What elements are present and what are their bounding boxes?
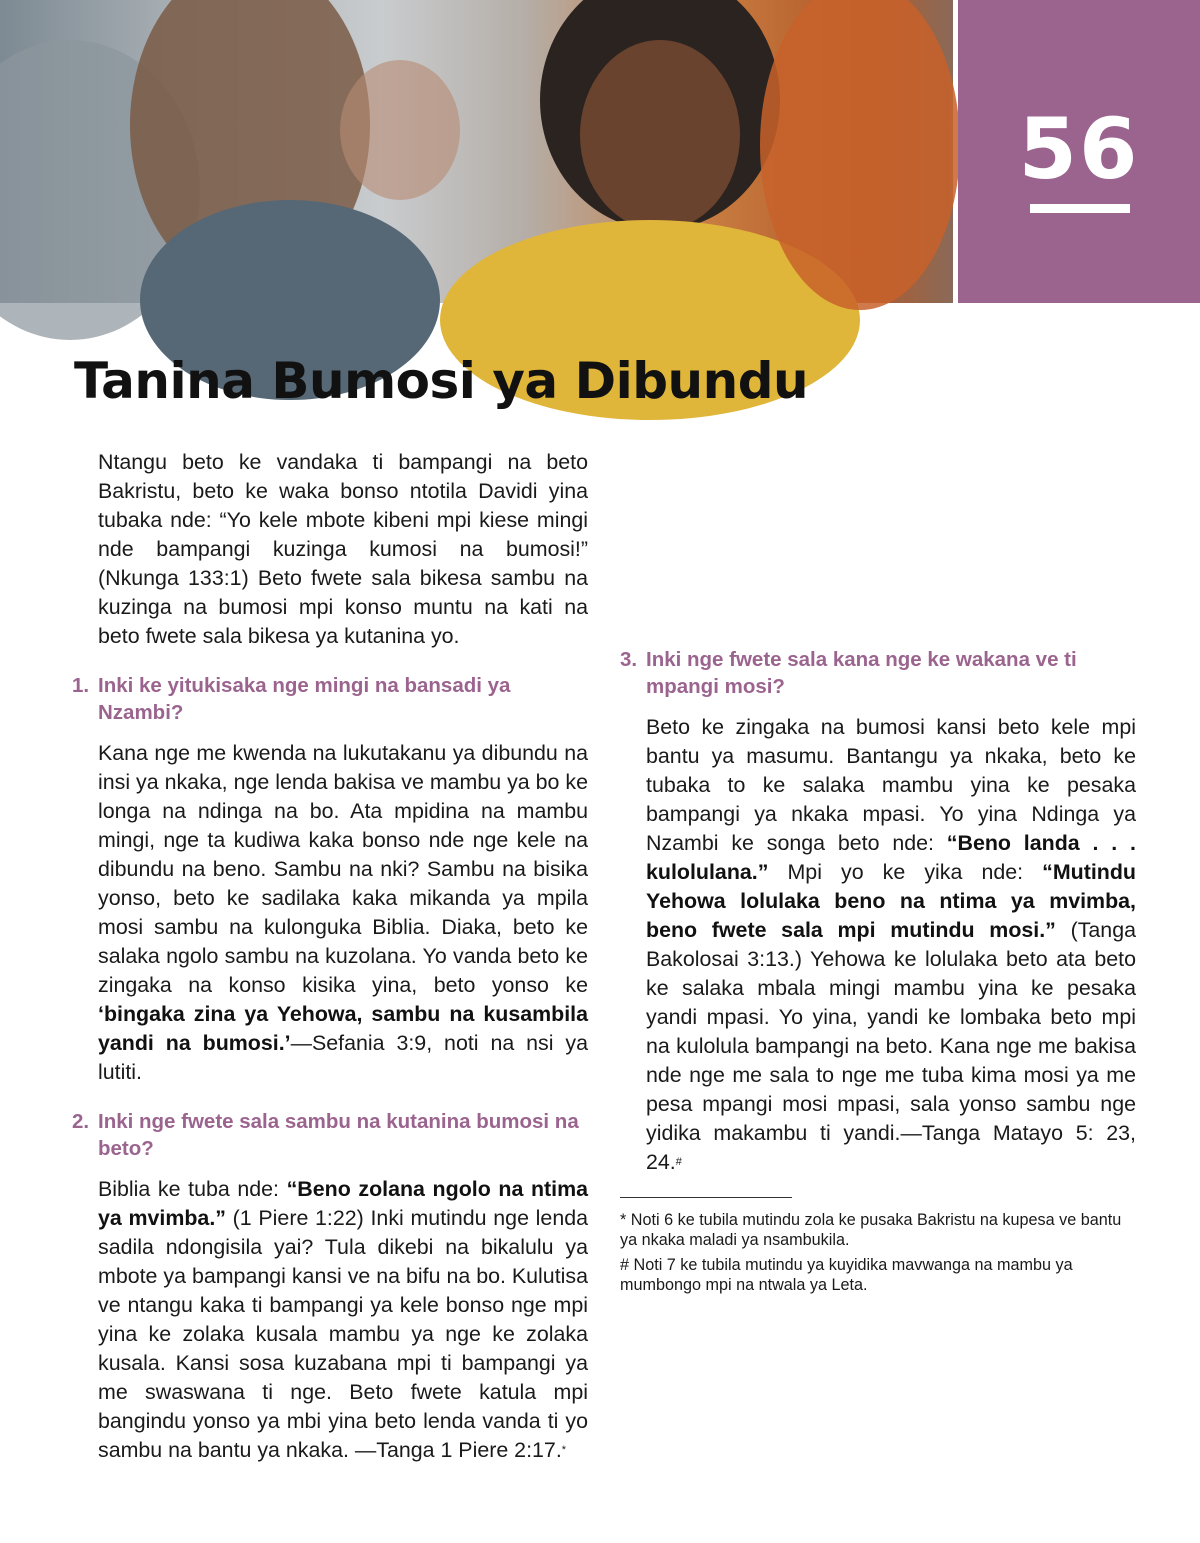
chapter-badge [958, 0, 1200, 303]
section-1-paragraph [98, 739, 588, 1087]
question-text: Inki nge fwete sala kana nge ke wakana ve ti mpangi mosi? [646, 648, 1077, 698]
question-number: 2. [72, 1110, 90, 1133]
footnote-divider [620, 1197, 792, 1198]
footnote-marker[interactable]: # [675, 1156, 682, 1168]
section-3-paragraph [646, 713, 1136, 1177]
header-photo [0, 0, 953, 303]
question-number: 3. [620, 648, 638, 671]
footnote-text: Noti 7 ke tubila mutindu ya kuyidika mavwanga na mambu ya mumbongo mpi na ntwala ya Leta. [620, 1256, 1073, 1294]
bold-quote: “Beno landa . . . kulolulana.” [646, 831, 1136, 884]
footnote-mark: * [620, 1211, 627, 1229]
text-run: Biblia ke tuba nde: [98, 1177, 287, 1201]
question-1 [72, 672, 588, 726]
bold-quote: ‘bingaka zina ya Yehowa, sambu na kusambila yandi na bumosi.’ [98, 1002, 588, 1055]
footnote-text: Noti 6 ke tubila mutindu zola ke pusaka Bakristu na kupesa ve bantu ya nkaka maladi ya nsambukila. [620, 1211, 1122, 1249]
text-run: (1 Piere 1:22) Inki mutindu nge lenda sadila ndongisila yai? Tula dikebi na bikalulu ya mbote ya bampangi kansi ve na bifu na bo. Kulutisa ve ntangu kaka ti bampangi ya kele bonso nge mpi yina ke zolaka kusala mambu ya nge ke zolaka kusala. Kansi sosa kuzabana mpi ti bampangi ya me swaswana ti nge. Beto fwete katula mpi bangindu yonso ya mbi yina beto lenda vanda ti yo sambu na bantu ya nkaka. —Tanga 1 Piere 2:17. [98, 1206, 589, 1462]
text-run: Beto ke zingaka na bumosi kansi beto kele mpi bantu ya masumu. Bantangu ya nkaka, beto ke tubaka to ke salaka mambu yina ke pesaka bampangi ya nkaka mpasi. Yo yina Ndinga ya Nzambi ke songa beto nde: [646, 715, 1136, 855]
question-text: Inki nge fwete sala sambu na kutanina bumosi na beto? [98, 1110, 579, 1160]
intro-paragraph: Ntangu beto ke vandaka ti bampangi na beto Bakristu, beto ke waka bonso ntotila Davidi yina tubaka nde: “Yo kele mbote kibeni mpi kiese mingi nde bampangi kuzinga kumosi na bumosi!” (Nkunga 133:1) Beto fwete sala bikesa sambu na kuzinga na bumosi mpi konso muntu na kati na beto fwete sala bikesa ya kutanina yo. [98, 450, 588, 648]
footnote-1 [620, 1210, 1136, 1250]
chapter-number: 56 [1018, 100, 1140, 198]
text-run: Mpi yo ke yika nde: [768, 860, 1043, 884]
question-number: 1. [72, 674, 90, 697]
question-3 [620, 646, 1136, 700]
question-text: Inki ke yitukisaka nge mingi na bansadi ya Nzambi? [98, 674, 511, 724]
question-2 [72, 1108, 588, 1162]
text-run: Kana nge me kwenda na lukutakanu ya dibundu na insi ya nkaka, nge lenda bakisa ve mambu ya bo ke longa na ndinga na bo. Ata mpidina na mambu mingi, nge ta kudiwa kaka bonso nde nge kele na dibundu na beno. Sambu na nki? Sambu na bisika yonso, beto ke sadilaka kaka mikanda ya mpila mosi sambu na kulonguka Biblia. Diaka, beto ke salaka ngolo sambu na kuzolana. Yo vanda beto ke zingaka na konso kisika yina, beto yonso ke [98, 741, 588, 997]
bold-quote: “Mutindu Yehowa lolulaka beno na ntima ya mvimba, beno fwete sala mpi mutindu mosi.” [646, 860, 1136, 942]
bold-quote: “Beno zolana ngolo na ntima ya mvimba.” [98, 1177, 588, 1230]
section-2-paragraph [98, 1175, 588, 1465]
footnote-2 [620, 1255, 1136, 1295]
footnote-marker[interactable]: * [561, 1444, 567, 1456]
page-title: Tanina Bumosi ya Dibundu [74, 352, 809, 410]
chapter-underline [1030, 204, 1130, 213]
right-column-section-3 [620, 646, 1136, 1300]
text-run: —Sefania 3:9, noti na nsi ya lutiti. [98, 1031, 588, 1084]
footnote-mark: # [620, 1256, 630, 1274]
text-run: (Tanga Bakolosai 3:13.) Yehowa ke lolulaka beto ata beto ke salaka mbala mingi mambu yina ke pesaka yandi mpasi. Yo yina, yandi ke lombaka beto mpi na kulolula bampangi na beto. Kana nge me bakisa nde nge me sala to nge me tuba kima mosi ya me pesa mpangi mosi mpasi, sala yonso sambu nge yidika makambu ti yandi.—Tanga Matayo 5: 23, 24. [646, 918, 1136, 1174]
left-column [72, 448, 589, 1462]
